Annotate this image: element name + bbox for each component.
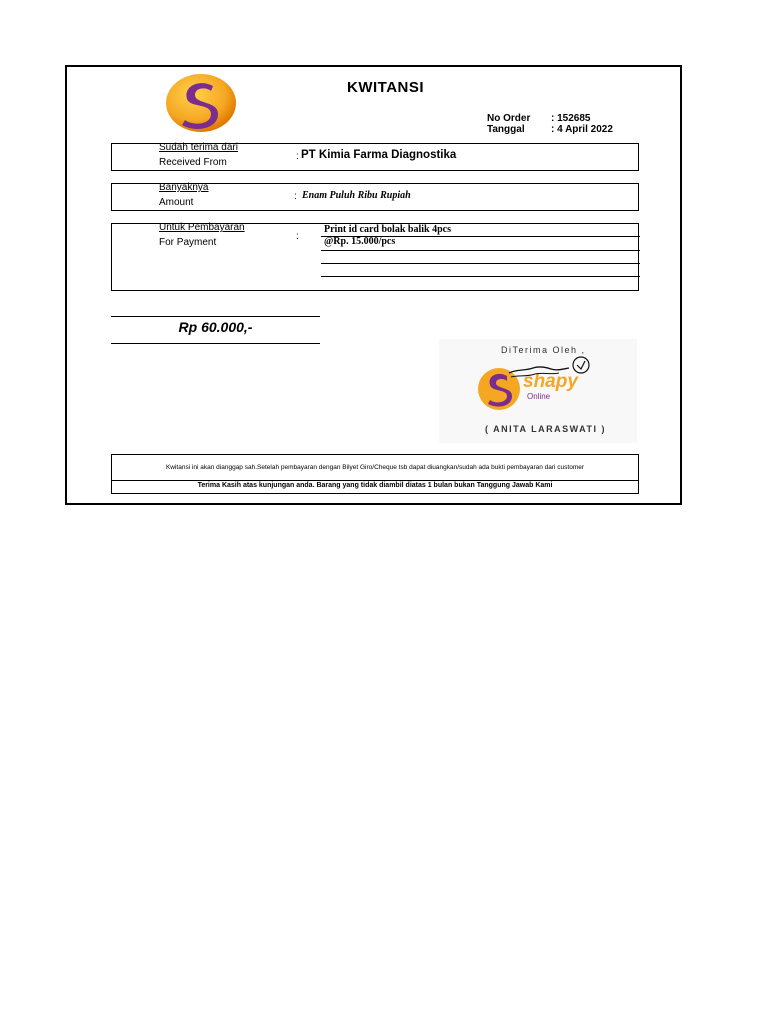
payment-rule	[321, 236, 640, 237]
payment-line-2: @Rp. 15.000/pcs	[324, 236, 396, 247]
payment-line-1: Print id card bolak balik 4pcs	[324, 224, 451, 235]
date-value: : 4 April 2022	[551, 124, 613, 135]
amount-box	[111, 183, 639, 211]
received-from-label-id: Sudah terima dari	[159, 142, 238, 153]
amount-label-en: Amount	[159, 197, 194, 208]
receipt-frame	[65, 65, 682, 505]
order-no-label: No Order	[487, 113, 531, 124]
order-no-value: : 152685	[551, 113, 591, 124]
amount-colon: :	[294, 191, 297, 202]
received-by-label: DiTerima Oleh ,	[501, 345, 586, 355]
receiver-logo-subtext: Online	[527, 392, 551, 401]
received-from-label-en: Received From	[159, 157, 227, 168]
total-rule-bottom	[111, 343, 320, 344]
company-logo	[165, 73, 237, 133]
payment-colon: :	[296, 231, 299, 242]
receipt-title: KWITANSI	[347, 79, 425, 96]
received-from-value: PT Kimia Farma Diagnostika	[301, 149, 457, 161]
payment-label-en: For Payment	[159, 237, 217, 248]
footer-note-box	[111, 454, 639, 481]
total-amount: Rp 60.000,-	[178, 319, 253, 335]
payment-box	[111, 223, 639, 291]
payment-rule	[321, 250, 640, 251]
receiver-logo-text: shapy	[523, 371, 578, 392]
footer-note: Kwitansi ini akan dianggap sah.Setelah pembayaran dengan Bilyet Giro/Cheque tsb dapat diuangkan/sudah ada bukti pembayaran dari customer	[165, 464, 585, 471]
received-from-box	[111, 143, 639, 171]
receiver-stamp	[439, 339, 637, 443]
payment-label-id: Untuk Pembayaran	[159, 222, 245, 233]
receiver-name: ( ANITA LARASWATI )	[485, 424, 606, 434]
total-rule-top	[111, 316, 320, 317]
amount-label-id: Banyaknya	[159, 182, 209, 193]
amount-value: Enam Puluh Ribu Rupiah	[302, 190, 411, 201]
date-label: Tanggal	[487, 124, 525, 135]
payment-rule	[321, 263, 640, 264]
payment-rule	[321, 276, 640, 277]
signature	[499, 351, 599, 391]
footer-thanks: Terima Kasih atas kunjungan anda. Barang yang tidak diambil diatas 1 bulan bukan Tanggung Jawab Kami	[197, 482, 553, 489]
footer-thanks-box	[111, 480, 639, 494]
received-from-colon: :	[296, 151, 299, 162]
